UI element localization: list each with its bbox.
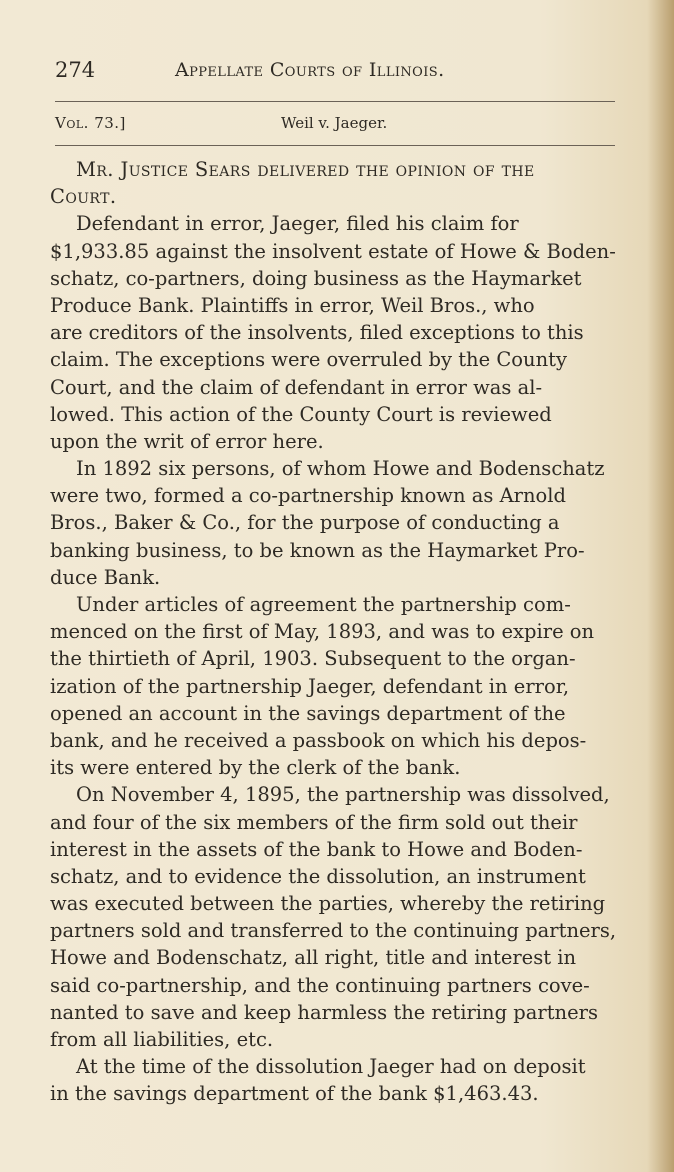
text-line: and four of the six members of the firm sold out their	[50, 810, 578, 834]
header-rule-top	[55, 101, 615, 102]
text-line: In 1892 six persons, of whom Howe and Bodenschatz	[76, 457, 605, 481]
text-line: claim. The exceptions were overruled by the County	[50, 348, 567, 372]
text-line: On November 4, 1895, the partnership was dissolved,	[76, 783, 610, 807]
text-line: Court, and the claim of defendant in error was al-	[50, 375, 543, 399]
text-line: upon the writ of error here.	[50, 429, 324, 453]
text-line: schatz, and to evidence the dissolution, an instrument	[50, 864, 586, 888]
text-line: Under articles of agreement the partnership com-	[76, 593, 571, 616]
volume-label: Vol. 73.]	[55, 114, 126, 132]
text-line: At the time of the dissolution Jaeger had on deposit	[76, 1055, 586, 1079]
text-line: opened an account in the savings department of the	[50, 701, 566, 725]
opening-line: Mr. Justice Sears delivered the opinion of the	[76, 158, 535, 181]
text-line: Bros., Baker & Co., for the purpose of conducting a	[50, 511, 560, 535]
text-line: ization of the partnership Jaeger, defendant in error,	[50, 674, 570, 698]
opening-line: Court.	[50, 185, 117, 209]
text-line: interest in the assets of the bank to Howe and Boden-	[50, 837, 583, 861]
case-line	[55, 114, 615, 138]
text-line: Produce Bank. Plaintiffs in error, Weil Bros., who	[50, 293, 535, 317]
text-line: was executed between the parties, whereby the retiring	[50, 892, 606, 916]
text-line: bank, and he received a passbook on which his depos-	[50, 728, 587, 752]
text-line: in the savings department of the bank $1,463.43.	[50, 1082, 539, 1106]
text-line: are creditors of the insolvents, filed exceptions to this	[50, 321, 584, 345]
page-number: 274	[55, 58, 96, 82]
running-head	[55, 58, 515, 88]
text-line: Howe and Bodenschatz, all right, title and interest in	[50, 946, 577, 970]
text-line: its were entered by the clerk of the bank.	[50, 756, 461, 780]
text-line: partners sold and transferred to the continuing partners,	[50, 919, 617, 943]
header-rule-bottom	[55, 145, 615, 146]
text-line: from all liabilities, etc.	[50, 1028, 274, 1051]
text-line: menced on the first of May, 1893, and was to expire on	[50, 620, 595, 644]
text-line: nanted to save and keep harmless the retiring partners	[50, 1000, 598, 1024]
text-line: lowed. This action of the County Court is reviewed	[50, 402, 552, 426]
text-line: banking business, to be known as the Haymarket Pro-	[50, 538, 585, 562]
case-name: Weil v. Jaeger.	[281, 114, 388, 132]
text-line: duce Bank.	[50, 565, 161, 589]
text-line: said co-partnership, and the continuing partners cove-	[50, 973, 590, 997]
text-line: schatz, co-partners, doing business as the Haymarket	[50, 266, 582, 290]
text-line: Defendant in error, Jaeger, filed his claim for	[76, 212, 519, 236]
opinion-text	[50, 156, 616, 1108]
text-line: the thirtieth of April, 1903. Subsequent to the organ-	[50, 647, 576, 671]
text-line: $1,933.85 against the insolvent estate of Howe & Boden-	[50, 239, 616, 263]
running-title: Appellate Courts of Illinois.	[175, 59, 445, 81]
text-line: were two, formed a co-partnership known as Arnold	[50, 484, 567, 508]
